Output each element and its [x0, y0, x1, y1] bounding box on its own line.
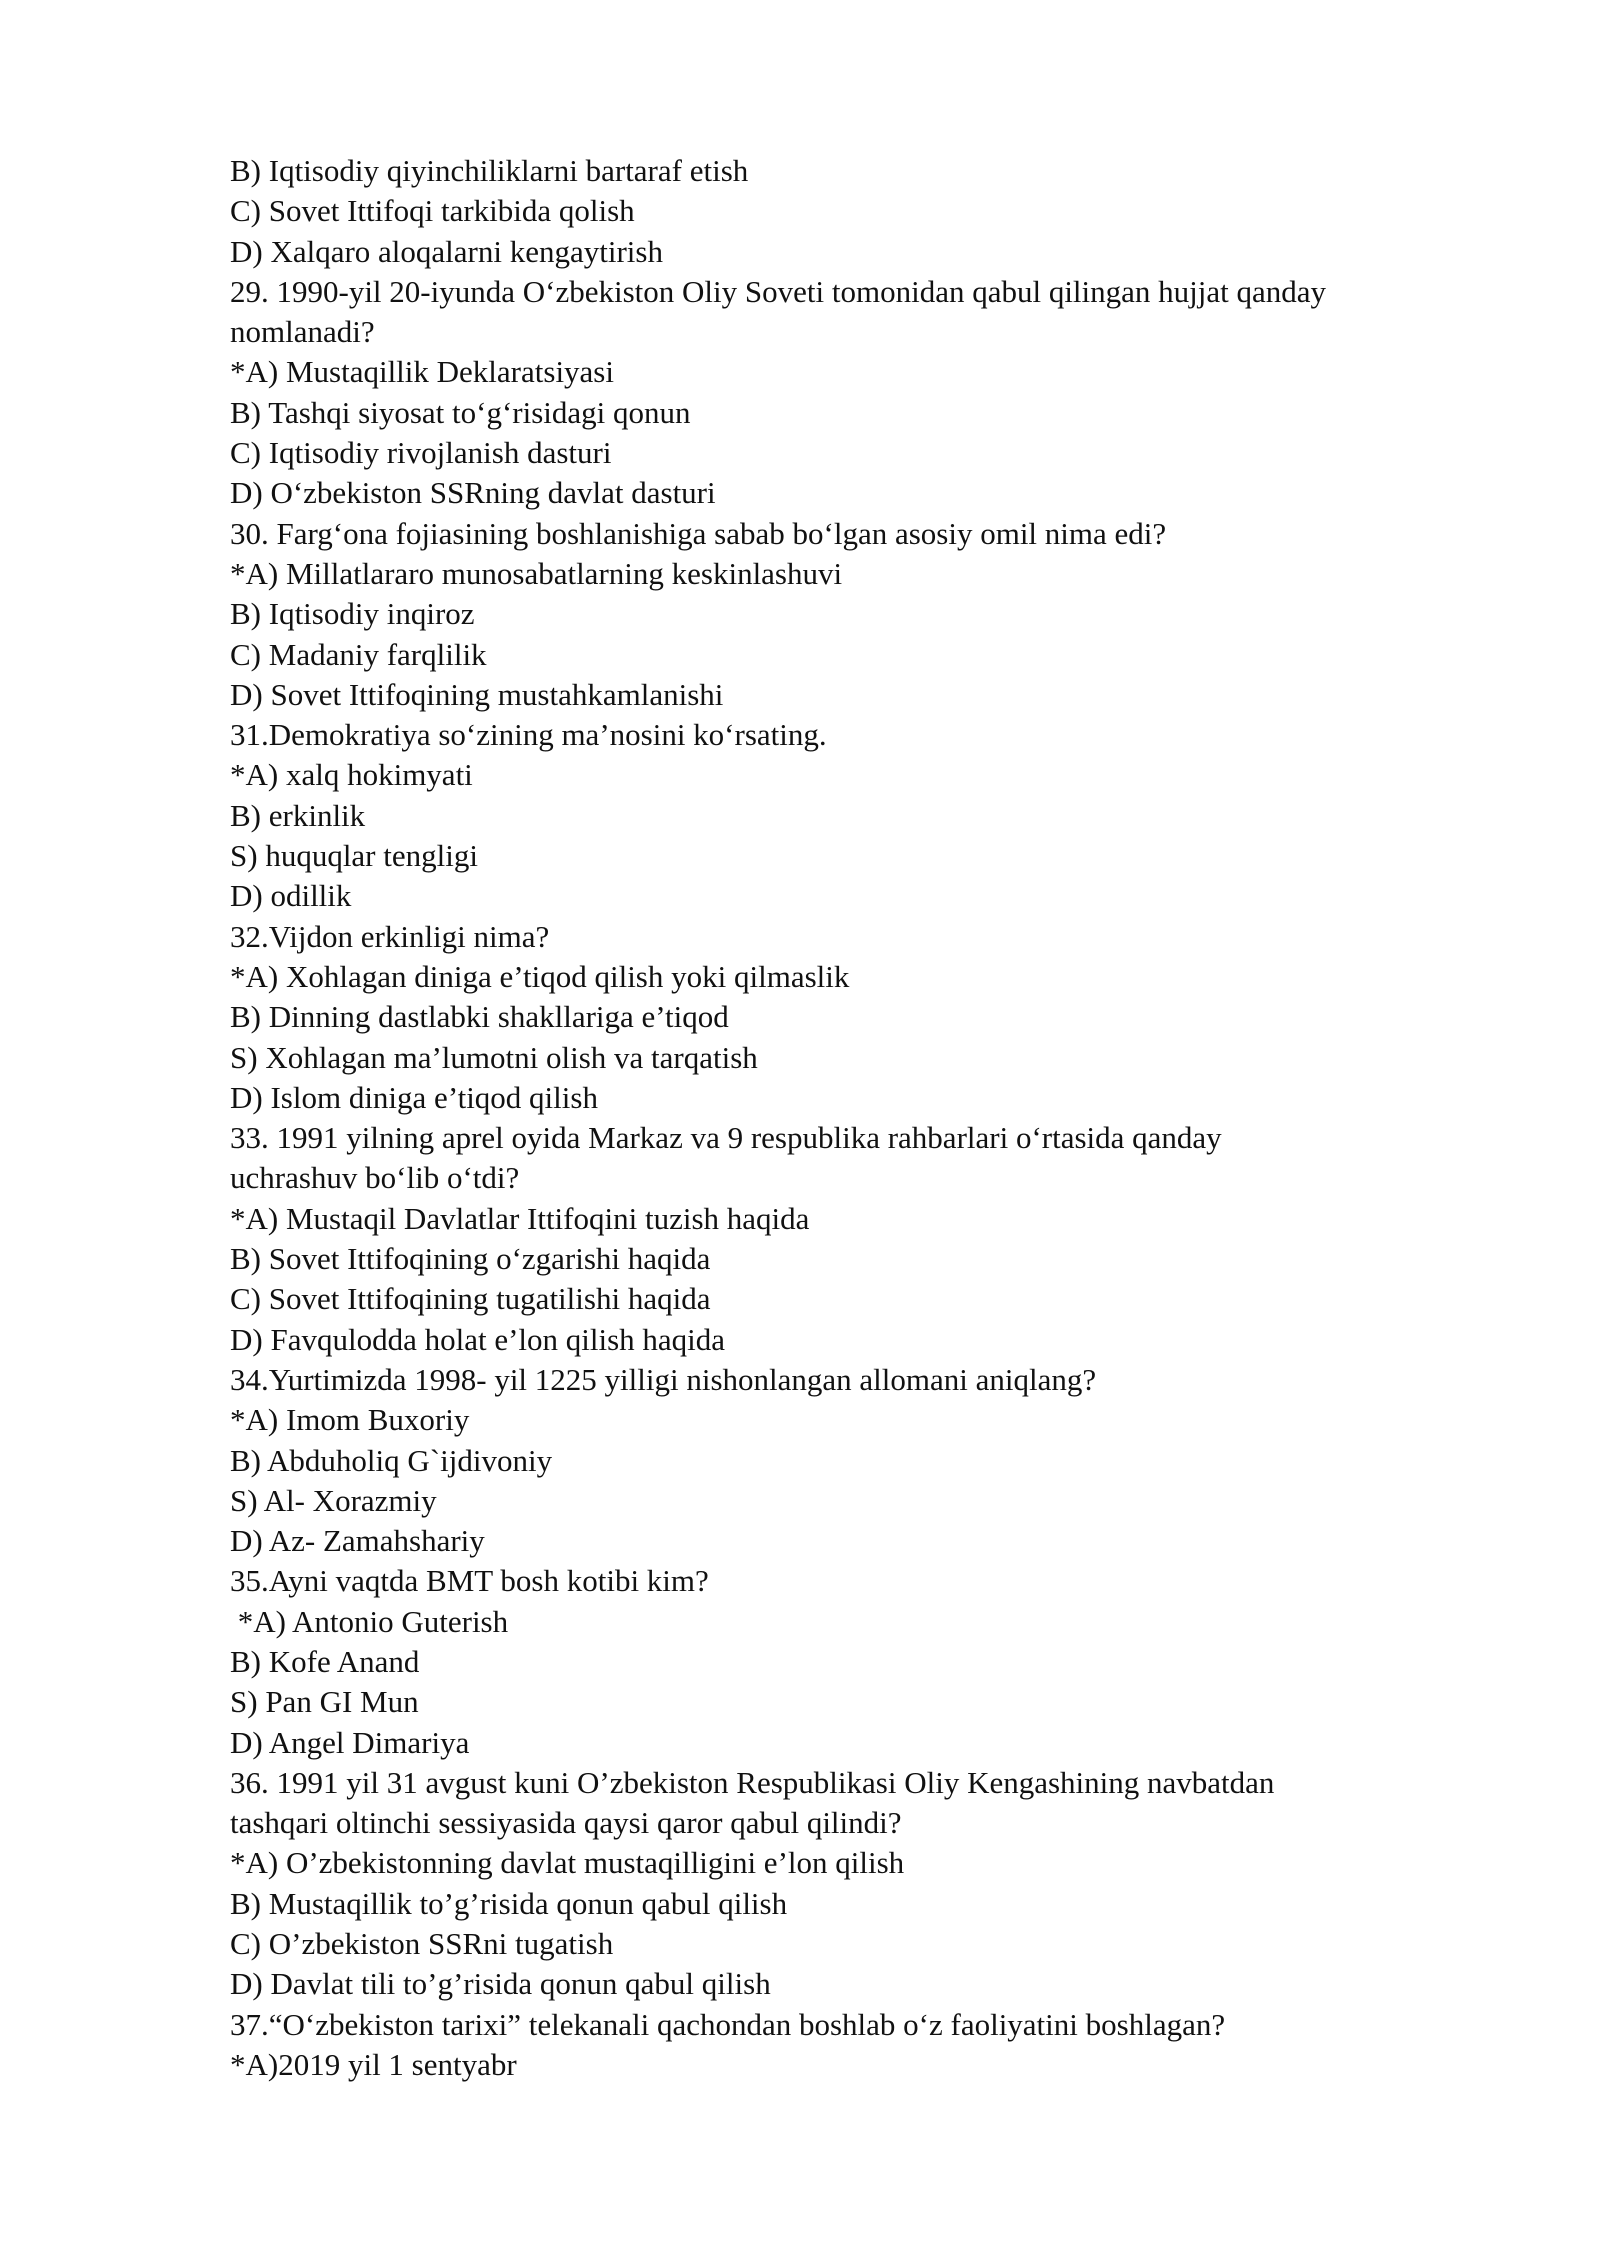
question-line: 30. Farg‘ona fojiasining boshlanishiga sabab bo‘lgan asosiy omil nima edi? — [230, 515, 1167, 551]
text-line: C) Sovet Ittifoqi tarkibida qolish — [230, 193, 635, 229]
text-line: C) Madaniy farqlilik — [230, 636, 487, 672]
text-line: *A)2019 yil 1 sentyabr — [230, 2046, 517, 2082]
document-body — [230, 151, 1500, 2085]
text-line: C) Iqtisodiy rivojlanish dasturi — [230, 435, 612, 471]
text-line: D) Davlat tili to’g’risida qonun qabul qilish — [230, 1966, 771, 2002]
text-line: *A) O’zbekistonning davlat mustaqilligini e’lon qilish — [230, 1845, 905, 1881]
question-line: 33. 1991 yilning aprel oyida Markaz va 9 respublika rahbarlari o‘rtasida qanday — [230, 1120, 1222, 1156]
question-line: nomlanadi? — [230, 314, 375, 350]
text-line: D) Favqulodda holat e’lon qilish haqida — [230, 1321, 726, 1357]
question-line: 32.Vijdon erkinligi nima? — [230, 918, 550, 954]
text-line: *A) Xohlagan diniga e’tiqod qilish yoki qilmaslik — [230, 958, 850, 994]
text-line: S) Pan GI Mun — [230, 1684, 419, 1720]
text-line: S) huquqlar tengligi — [230, 838, 478, 874]
text-line: B) Sovet Ittifoqining o‘zgarishi haqida — [230, 1241, 711, 1277]
text-line: B) erkinlik — [230, 797, 366, 833]
text-line: *A) Antonio Guterish — [230, 1603, 509, 1639]
text-line: B) Abduholiq G`ijdivoniy — [230, 1442, 553, 1478]
text-line: B) Dinning dastlabki shakllariga e’tiqod — [230, 999, 729, 1035]
text-line: B) Tashqi siyosat to‘g‘risidagi qonun — [230, 394, 691, 430]
text-line: D) O‘zbekiston SSRning davlat dasturi — [230, 475, 716, 511]
text-line: *A) Millatlararo munosabatlarning keskinlashuvi — [230, 555, 843, 591]
text-line: D) odillik — [230, 878, 352, 914]
question-line: 34.Yurtimizda 1998- yil 1225 yilligi nishonlangan allomani aniqlang? — [230, 1361, 1097, 1397]
text-line: S) Xohlagan ma’lumotni olish va tarqatish — [230, 1039, 758, 1075]
question-line: tashqari oltinchi sessiyasida qaysi qaror qabul qilindi? — [230, 1805, 902, 1841]
text-line: B) Iqtisodiy qiyinchiliklarni bartaraf etish — [230, 153, 749, 188]
text-line: C) Sovet Ittifoqining tugatilishi haqida — [230, 1281, 711, 1317]
text-line: S) Al- Xorazmiy — [230, 1482, 437, 1518]
text-line: *A) Mustaqil Davlatlar Ittifoqini tuzish haqida — [230, 1200, 810, 1236]
text-line: *A) xalq hokimyati — [230, 757, 473, 793]
question-line: 37.“O‘zbekiston tarixi” telekanali qachondan boshlab o‘z faoliyatini boshlagan? — [230, 2006, 1226, 2042]
text-line: *A) Mustaqillik Deklaratsiyasi — [230, 354, 614, 390]
question-line: 35.Ayni vaqtda BMT bosh kotibi kim? — [230, 1563, 709, 1599]
text-line: B) Kofe Anand — [230, 1643, 420, 1679]
text-line: D) Sovet Ittifoqining mustahkamlanishi — [230, 676, 724, 712]
question-line: 29. 1990-yil 20-iyunda O‘zbekiston Oliy Soveti tomonidan qabul qilingan hujjat qanday — [230, 273, 1327, 309]
text-line: C) O’zbekiston SSRni tugatish — [230, 1926, 614, 1962]
text-line: D) Az- Zamahshariy — [230, 1523, 485, 1559]
text-line: D) Angel Dimariya — [230, 1724, 470, 1760]
text-line: D) Islom diniga e’tiqod qilish — [230, 1079, 598, 1115]
text-line: B) Iqtisodiy inqiroz — [230, 596, 475, 632]
text-line: *A) Imom Buxoriy — [230, 1402, 470, 1438]
text-line: B) Mustaqillik to’g’risida qonun qabul qilish — [230, 1885, 788, 1921]
question-line: 36. 1991 yil 31 avgust kuni O’zbekiston Respublikasi Oliy Kengashining navbatdan — [230, 1764, 1275, 1800]
question-line: uchrashuv bo‘lib o‘tdi? — [230, 1160, 520, 1196]
text-line: D) Xalqaro aloqalarni kengaytirish — [230, 233, 663, 269]
question-line: 31.Demokratiya so‘zining ma’nosini ko‘rsating. — [230, 717, 827, 753]
